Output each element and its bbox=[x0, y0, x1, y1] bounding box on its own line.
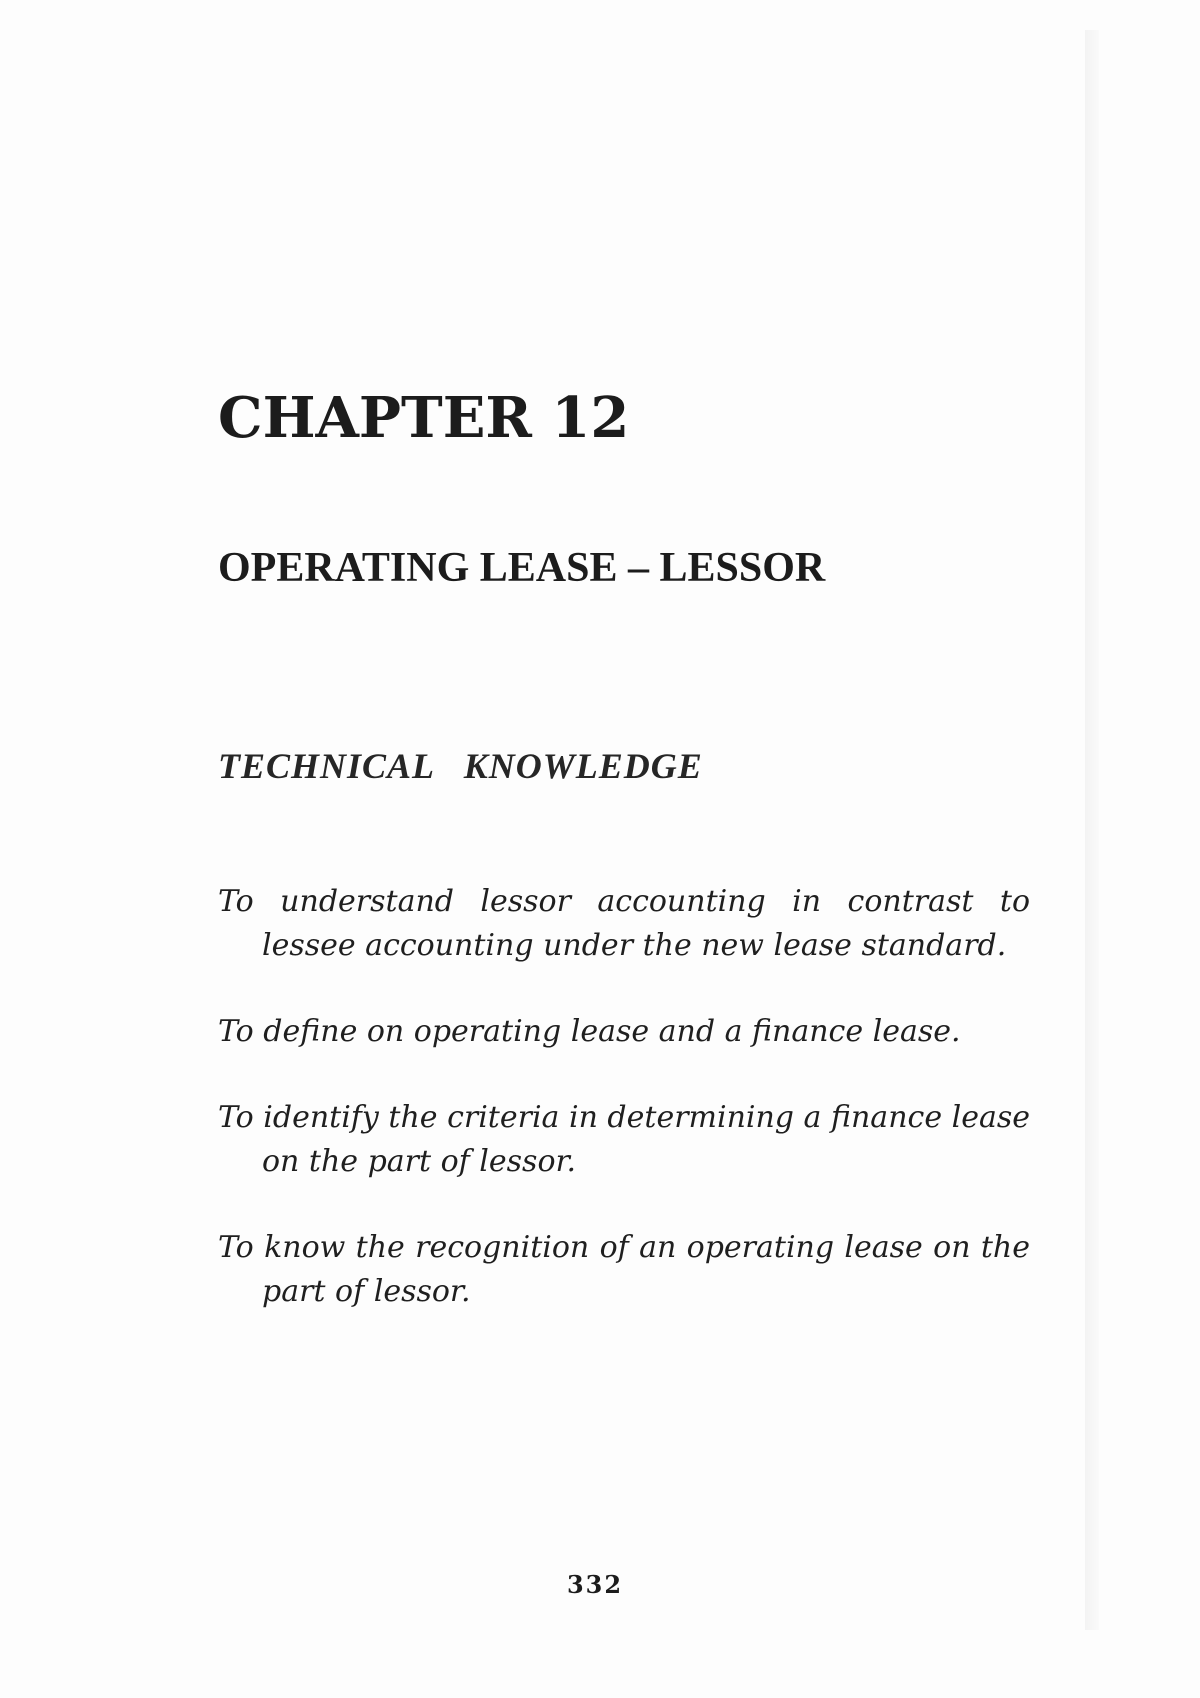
objective-item: To understand lessor accounting in contrast to lessee accounting under the new lease standard. bbox=[218, 884, 1030, 963]
page-edge-shadow bbox=[1085, 30, 1099, 1630]
chapter-number: CHAPTER 12 bbox=[218, 385, 630, 451]
chapter-title: OPERATING LEASE – LESSOR bbox=[218, 545, 826, 591]
section-heading: TECHNICAL KNOWLEDGE bbox=[218, 746, 703, 786]
objective-item: To define on operating lease and a finance lease. bbox=[218, 1014, 961, 1049]
objectives-list bbox=[218, 880, 1030, 1356]
objective-item: To know the recognition of an operating lease on the part of lessor. bbox=[218, 1230, 1030, 1309]
page-number: 332 bbox=[566, 1570, 624, 1599]
objective-item: To identify the criteria in determining a finance lease on the part of lessor. bbox=[218, 1100, 1030, 1179]
